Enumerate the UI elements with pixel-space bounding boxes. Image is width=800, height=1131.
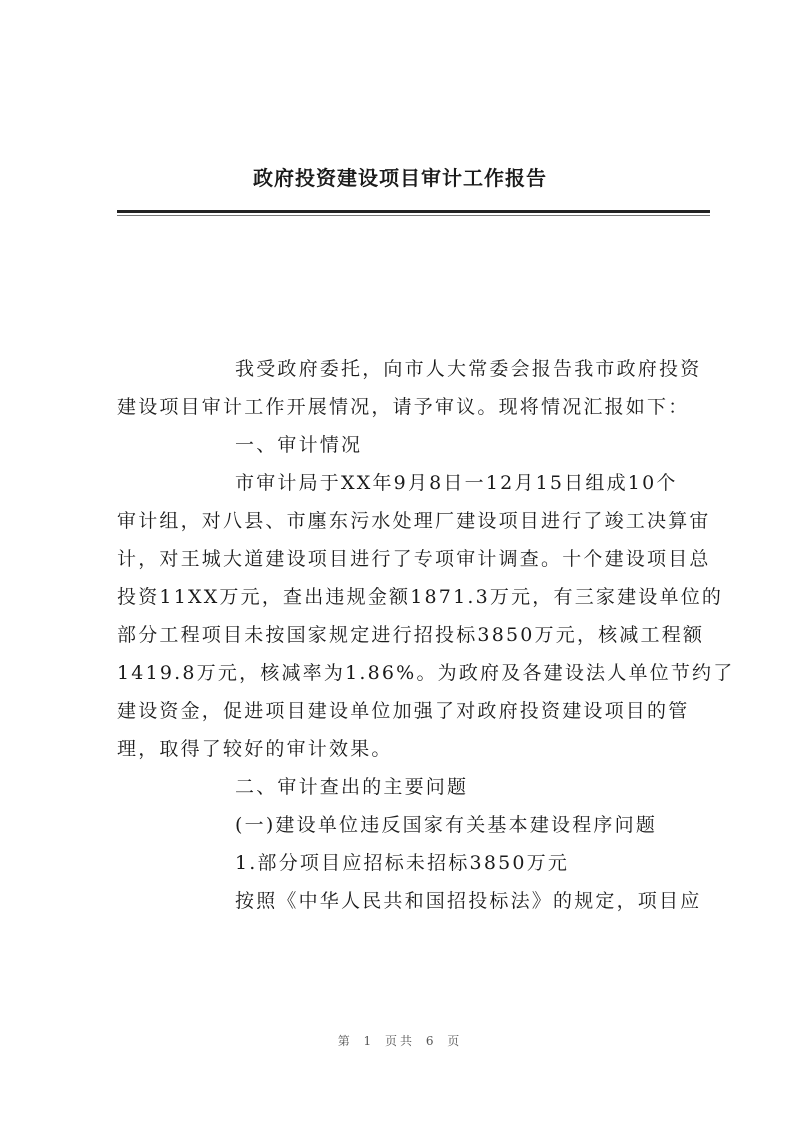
subsection-heading: (一)建设单位违反国家有关基本建设程序问题 (235, 814, 658, 836)
section-heading: 一、审计情况 (235, 434, 363, 456)
paragraph-line: 市审计局于XX年9月8日一12月15日组成10个 (235, 472, 678, 494)
item-heading: 1.部分项目应招标未招标3850万元 (235, 852, 570, 874)
page-number-footer: 第 1 页共 6 页 (337, 1034, 463, 1048)
document-title: 政府投资建设项目审计工作报告 (253, 166, 547, 190)
paragraph-line: 部分工程项目未按国家规定进行招投标3850万元，核减工程额 (117, 624, 705, 646)
paragraph-line: 计，对王城大道建设项目进行了专项审计调查。十个建设项目总 (117, 548, 711, 570)
paragraph-line: 建设项目审计工作开展情况，请予审议。现将情况汇报如下： (117, 396, 690, 418)
section-heading: 二、审计查出的主要问题 (235, 776, 469, 798)
paragraph-line: 投资11XX万元，查出违规金额1871.3万元，有三家建设单位的 (117, 586, 724, 608)
paragraph-line: 我受政府委托，向市人大常委会报告我市政府投资 (235, 358, 702, 380)
paragraph-line: 建设资金，促进项目建设单位加强了对政府投资建设项目的管 (117, 700, 690, 722)
paragraph-line: 审计组，对八县、市廛东污水处理厂建设项目进行了竣工决算宙 (117, 510, 711, 532)
paragraph-line: 1419.8万元，核减率为1.86%。为政府及各建设法人单位节约了 (117, 662, 735, 684)
paragraph-line: 理，取得了较好的审计效果。 (117, 738, 393, 760)
title-divider-thin (117, 215, 710, 216)
title-divider (117, 210, 710, 213)
document-body (117, 350, 735, 920)
paragraph-line: 按照《中华人民共和国招投标法》的规定，项目应 (235, 890, 702, 912)
